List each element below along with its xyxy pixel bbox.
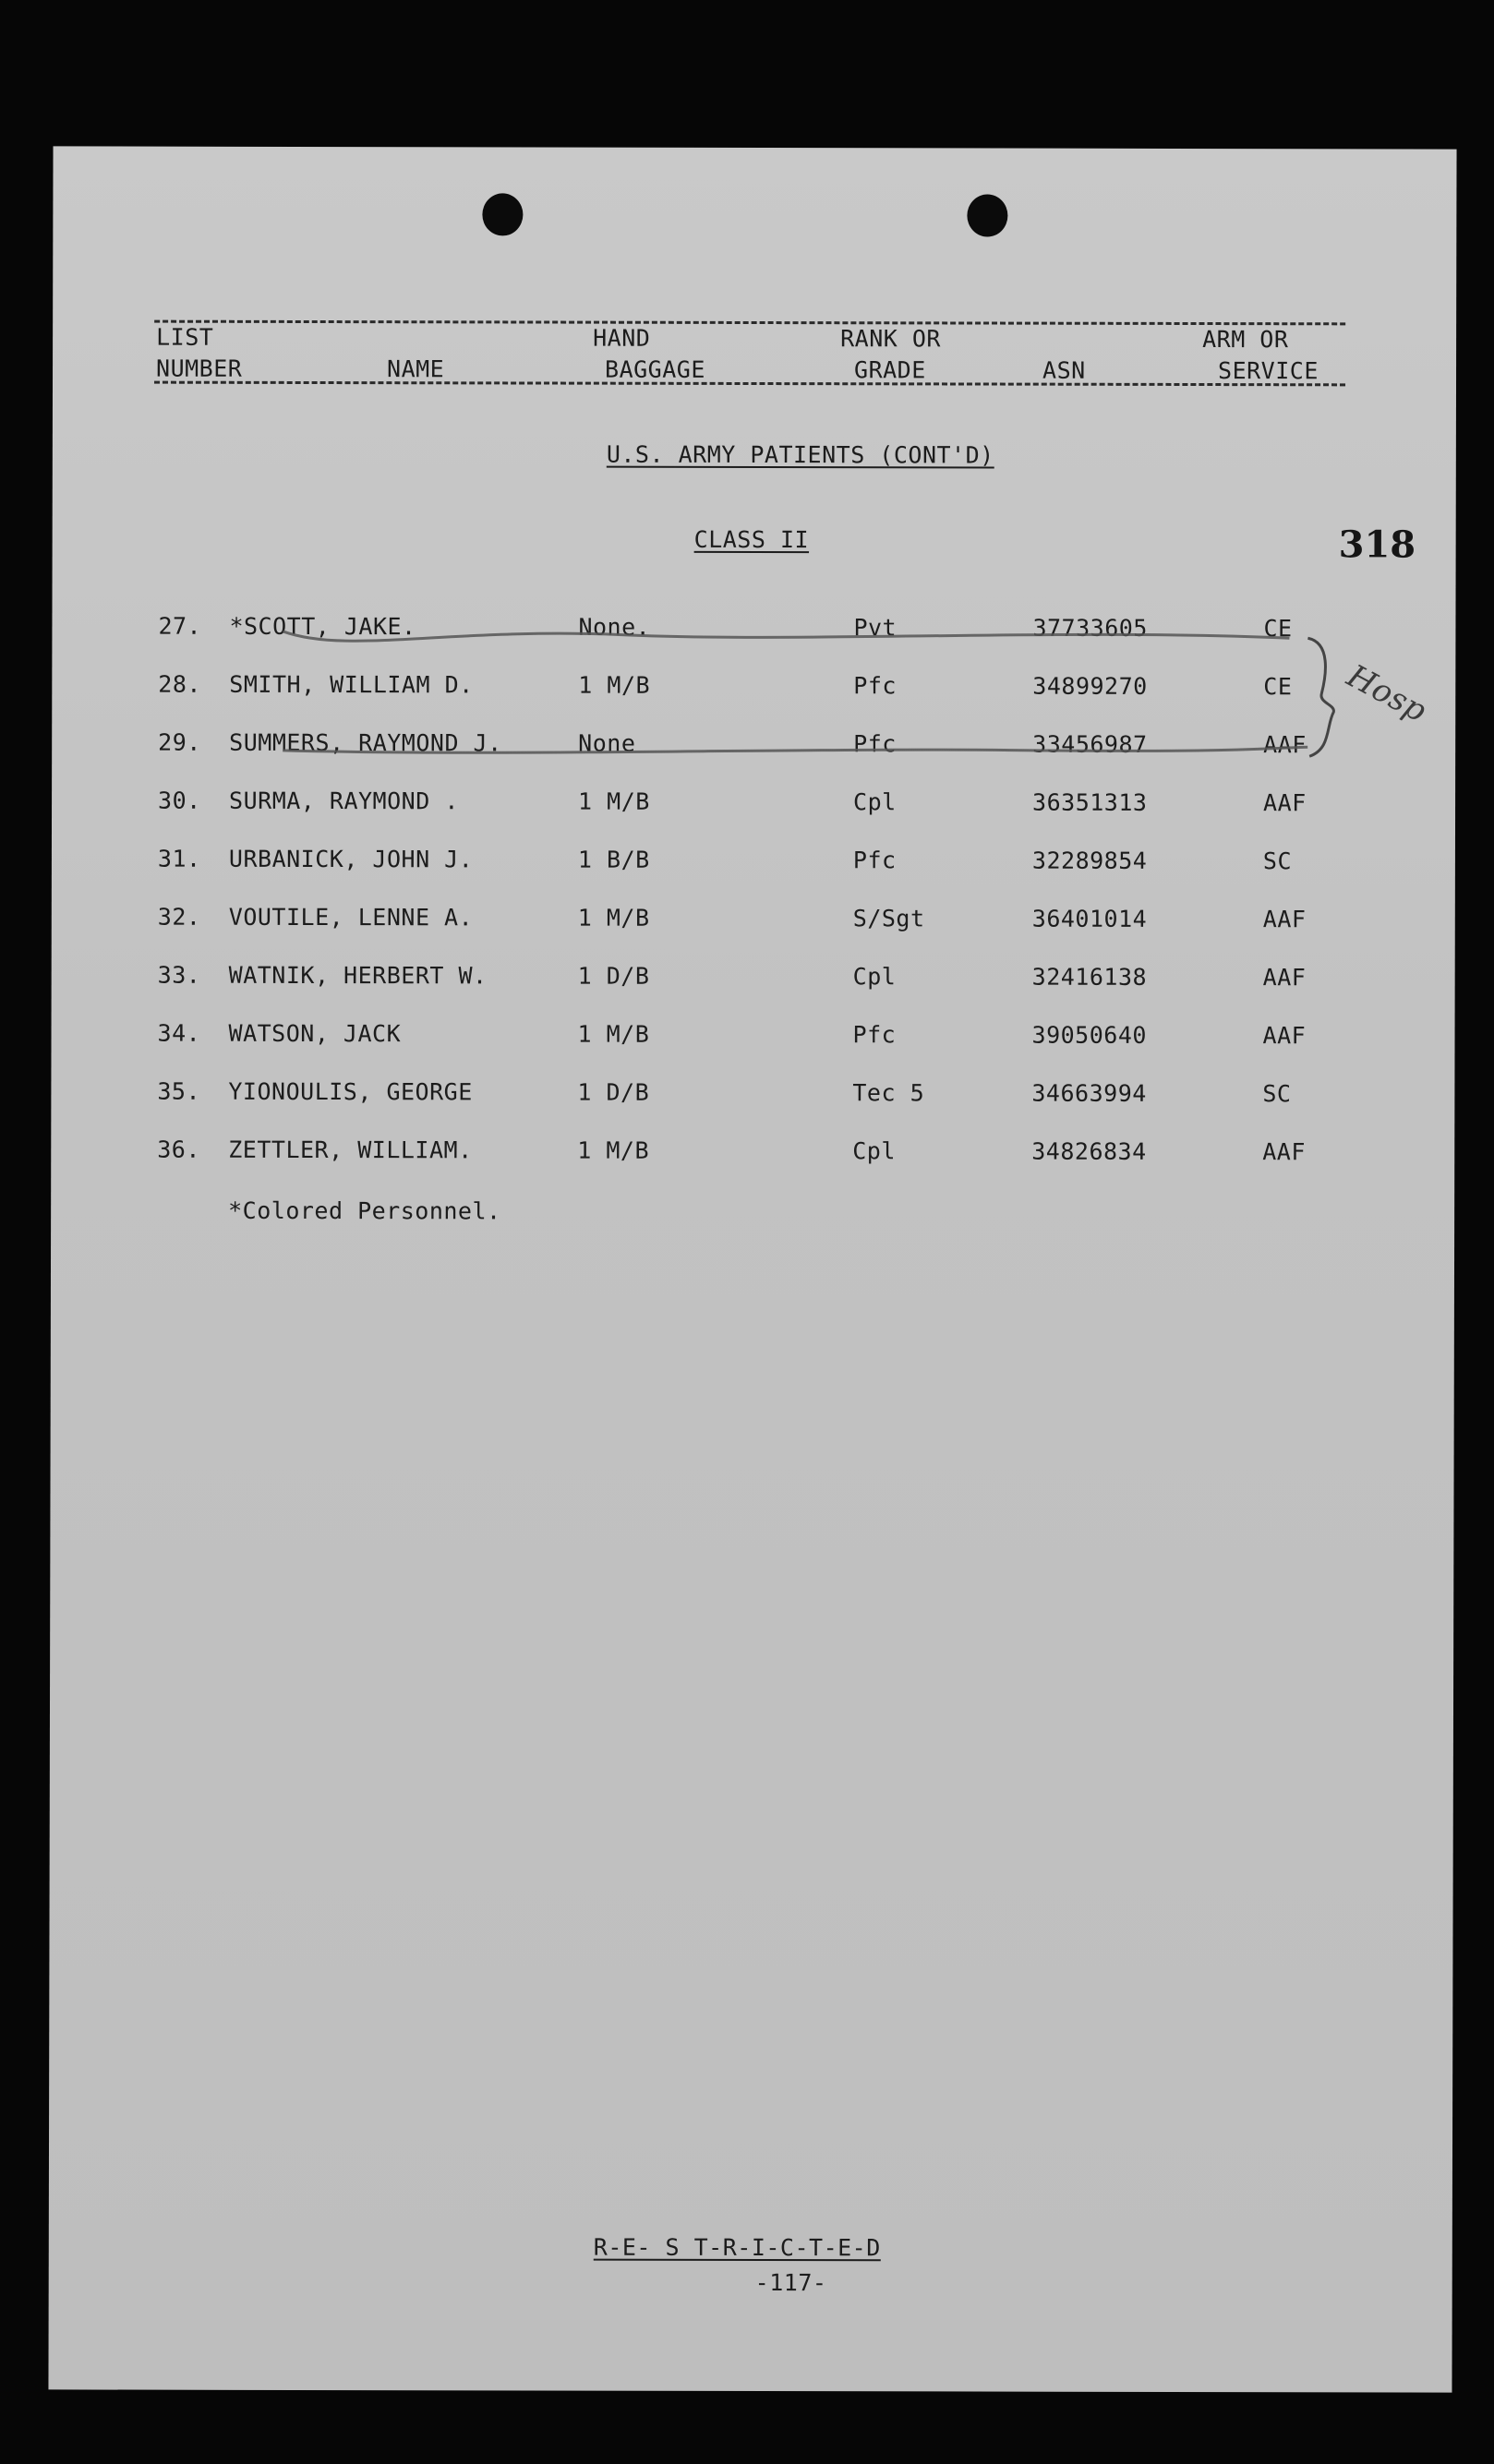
row-name: SUMMERS, RAYMOND J. bbox=[229, 728, 502, 757]
handwritten-annotation bbox=[52, 598, 1456, 841]
punch-hole-left bbox=[482, 193, 523, 235]
row-name: VOUTILE, LENNE A. bbox=[228, 903, 474, 932]
footer-page-number: -117- bbox=[754, 2269, 827, 2297]
col-arm-line1: ARM OR bbox=[1202, 326, 1289, 354]
header-rule-bottom bbox=[154, 381, 1345, 387]
col-rank-line2: GRADE bbox=[854, 356, 926, 384]
row-name: URBANICK, JOHN J. bbox=[228, 845, 474, 873]
row-baggage: 1 M/B bbox=[577, 904, 650, 932]
row-asn: 36401014 bbox=[1031, 905, 1148, 932]
class-title: CLASS II bbox=[693, 525, 810, 554]
row-asn: 34899270 bbox=[1032, 672, 1148, 700]
row-rank: Tec 5 bbox=[852, 1079, 925, 1107]
row-rank: Cpl bbox=[853, 788, 897, 816]
handwritten-note: Hosp bbox=[1341, 657, 1433, 730]
row-arm: SC bbox=[1262, 1080, 1292, 1108]
table-row bbox=[52, 845, 1455, 884]
row-name: WATNIK, HERBERT W. bbox=[228, 961, 488, 990]
row-asn: 34663994 bbox=[1031, 1079, 1147, 1107]
row-baggage: None. bbox=[578, 613, 651, 641]
footer-restricted: R-E- S T-R-I-C-T-E-D bbox=[593, 2233, 881, 2262]
row-asn: 34826834 bbox=[1031, 1137, 1147, 1165]
row-name: ZETTLER, WILLIAM. bbox=[228, 1136, 473, 1164]
col-asn: ASN bbox=[1042, 356, 1086, 384]
col-list-number-line2: NUMBER bbox=[156, 355, 243, 382]
document-page bbox=[48, 146, 1456, 2392]
row-number: 27. bbox=[158, 612, 202, 640]
row-name: YIONOULIS, GEORGE bbox=[228, 1077, 473, 1106]
row-number: 34. bbox=[157, 1019, 201, 1047]
row-number: 30. bbox=[158, 787, 201, 814]
header-rule-top bbox=[154, 320, 1345, 326]
row-number: 28. bbox=[158, 670, 202, 698]
row-name: SURMA, RAYMOND . bbox=[229, 787, 459, 815]
table-row bbox=[51, 1136, 1454, 1175]
row-rank: Pfc bbox=[852, 1021, 897, 1049]
row-rank: S/Sgt bbox=[852, 905, 925, 932]
row-baggage: None bbox=[578, 729, 636, 757]
row-arm: AAF bbox=[1262, 1138, 1306, 1166]
row-name: SMITH, WILLIAM D. bbox=[229, 670, 474, 699]
strike-line-row-27 bbox=[283, 631, 1289, 643]
row-number: 32. bbox=[157, 903, 201, 931]
col-hand-baggage-line1: HAND bbox=[593, 324, 651, 352]
row-number: 31. bbox=[157, 845, 201, 872]
row-number: 35. bbox=[157, 1077, 201, 1105]
row-baggage: 1 M/B bbox=[577, 1020, 650, 1048]
table-row bbox=[52, 903, 1455, 943]
col-list-number-line1: LIST bbox=[156, 323, 214, 351]
table-row bbox=[52, 961, 1455, 1001]
column-header bbox=[54, 146, 1457, 385]
row-arm: AAF bbox=[1263, 731, 1307, 759]
row-baggage: 1 D/B bbox=[577, 962, 650, 990]
row-asn: 32289854 bbox=[1031, 847, 1148, 874]
row-number: 33. bbox=[157, 961, 201, 989]
table-row bbox=[51, 1019, 1454, 1059]
row-arm: AAF bbox=[1262, 906, 1307, 933]
row-name: WATSON, JACK bbox=[228, 1019, 402, 1048]
col-rank-line1: RANK OR bbox=[840, 325, 942, 353]
row-asn: 39050640 bbox=[1031, 1021, 1147, 1049]
row-rank: Cpl bbox=[852, 963, 897, 991]
row-baggage: 1 M/B bbox=[578, 787, 650, 815]
col-hand-baggage-line2: BAGGAGE bbox=[605, 355, 705, 383]
row-baggage: 1 M/B bbox=[578, 671, 651, 699]
table-row bbox=[51, 1077, 1454, 1117]
row-asn: 37733605 bbox=[1032, 614, 1148, 642]
row-baggage: 1 M/B bbox=[577, 1136, 650, 1164]
row-arm: SC bbox=[1262, 847, 1293, 875]
row-rank: Pvt bbox=[853, 614, 898, 642]
row-asn: 32416138 bbox=[1031, 963, 1148, 991]
row-baggage: 1 B/B bbox=[577, 846, 650, 873]
row-name: *SCOTT, JAKE. bbox=[229, 612, 416, 641]
page-number-stamp: 318 bbox=[1338, 523, 1416, 567]
row-asn: 36351313 bbox=[1032, 788, 1148, 816]
row-arm: AAF bbox=[1263, 789, 1307, 817]
row-number: 29. bbox=[158, 728, 201, 756]
row-rank: Pfc bbox=[853, 672, 898, 700]
row-arm: AAF bbox=[1262, 1022, 1307, 1050]
section-title: U.S. ARMY PATIENTS (CONT'D) bbox=[606, 440, 994, 469]
col-arm-line2: SERVICE bbox=[1218, 357, 1319, 385]
row-asn: 33456987 bbox=[1032, 730, 1148, 758]
bracket-mark bbox=[1307, 638, 1333, 756]
row-rank: Pfc bbox=[853, 730, 897, 758]
strike-line-row-29 bbox=[283, 745, 1307, 754]
row-rank: Cpl bbox=[852, 1137, 896, 1165]
footnote: *Colored Personnel. bbox=[228, 1196, 501, 1225]
row-arm: CE bbox=[1263, 615, 1293, 643]
punch-hole-right bbox=[967, 194, 1007, 236]
row-number: 36. bbox=[157, 1136, 200, 1163]
row-arm: AAF bbox=[1262, 964, 1307, 992]
col-name: NAME bbox=[387, 355, 445, 383]
row-arm: CE bbox=[1263, 673, 1293, 701]
row-rank: Pfc bbox=[852, 847, 897, 874]
row-baggage: 1 D/B bbox=[577, 1078, 650, 1106]
